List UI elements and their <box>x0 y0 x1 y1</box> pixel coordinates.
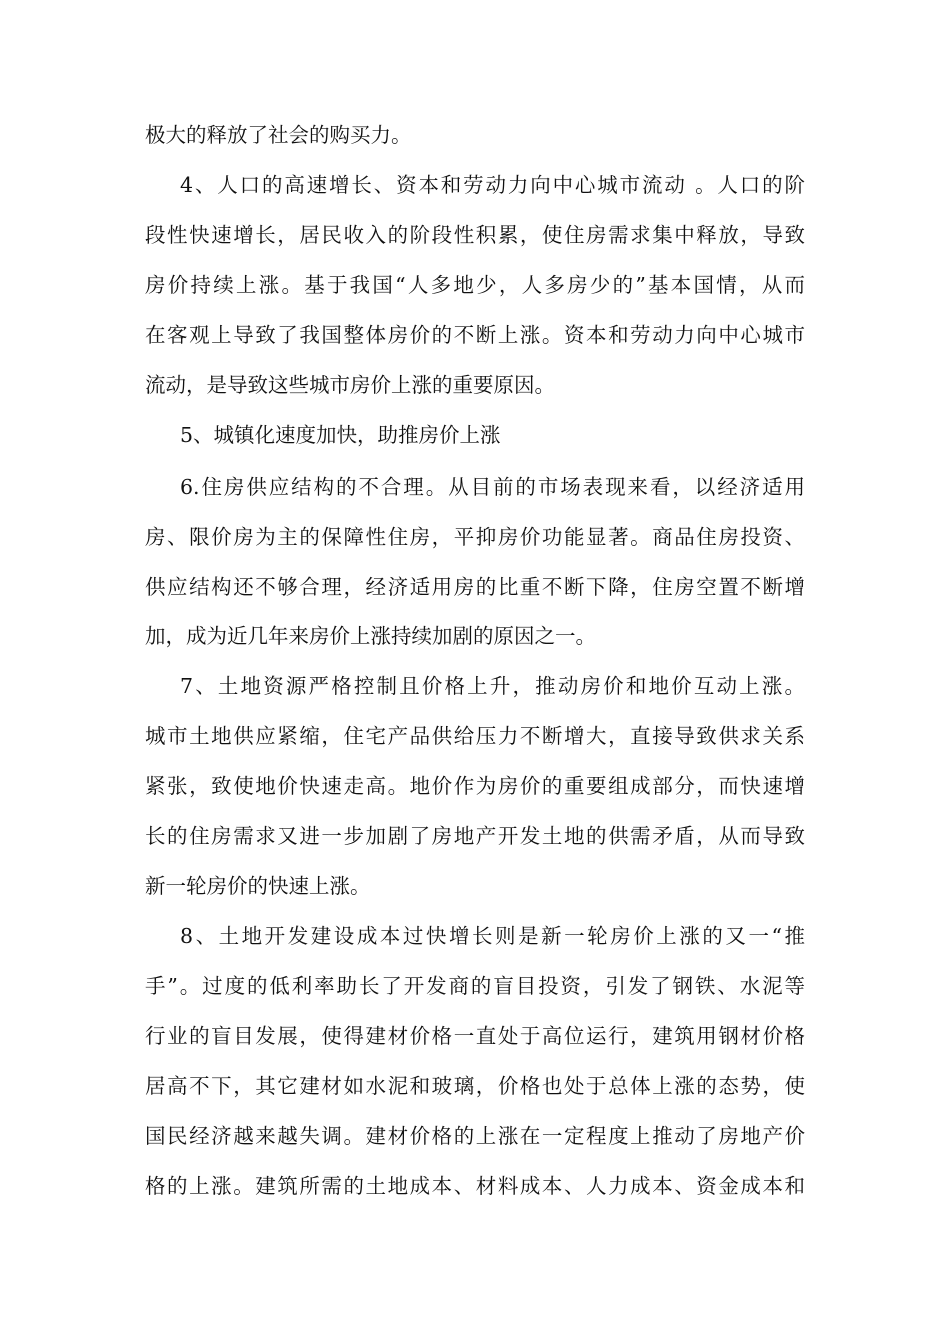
text-line: 房、限价房为主的保障性住房，平抑房价功能显著。商品住房投资、 <box>145 525 805 549</box>
text-line: 6.住房供应结构的不合理。从目前的市场表现来看，以经济适用 <box>180 475 805 499</box>
text-line: 房价持续上涨。基于我国“人多地少，人多房少的”基本国情，从而 <box>145 273 805 297</box>
text-line: 流动，是导致这些城市房价上涨的重要原因。 <box>145 373 555 397</box>
text-line: 格的上涨。建筑所需的土地成本、材料成本、人力成本、资金成本和 <box>145 1174 805 1198</box>
text-line: 极大的释放了社会的购买力。 <box>145 123 412 147</box>
text-line: 7、土地资源严格控制且价格上升，推动房价和地价互动上涨。 <box>180 674 805 698</box>
text-line: 在客观上导致了我国整体房价的不断上涨。资本和劳动力向中心城市 <box>145 323 805 347</box>
text-line: 8、土地开发建设成本过快增长则是新一轮房价上涨的又一“推 <box>180 924 805 948</box>
text-line: 段性快速增长，居民收入的阶段性积累，使住房需求集中释放，导致 <box>145 223 805 247</box>
text-line: 居高不下，其它建材如水泥和玻璃，价格也处于总体上涨的态势，使 <box>145 1074 805 1098</box>
text-line: 城市土地供应紧缩，住宅产品供给压力不断增大，直接导致供求关系 <box>145 724 805 748</box>
text-line: 4、人口的高速增长、资本和劳动力向中心城市流动 。人口的阶 <box>180 173 805 197</box>
text-line: 紧张，致使地价快速走高。地价作为房价的重要组成部分，而快速增 <box>145 774 805 798</box>
text-line: 供应结构还不够合理，经济适用房的比重不断下降，住房空置不断增 <box>145 575 805 599</box>
text-line: 长的住房需求又进一步加剧了房地产开发土地的供需矛盾，从而导致 <box>145 824 805 848</box>
text-line: 手”。过度的低利率助长了开发商的盲目投资，引发了钢铁、水泥等 <box>145 974 805 998</box>
text-line: 新一轮房价的快速上涨。 <box>145 874 371 898</box>
text-line: 国民经济越来越失调。建材价格的上涨在一定程度上推动了房地产价 <box>145 1124 805 1148</box>
text-line: 加，成为近几年来房价上涨持续加剧的原因之一。 <box>145 624 596 648</box>
text-line: 行业的盲目发展，使得建材价格一直处于高位运行，建筑用钢材价格 <box>145 1024 805 1048</box>
text-line: 5、城镇化速度加快，助推房价上涨 <box>180 423 501 447</box>
